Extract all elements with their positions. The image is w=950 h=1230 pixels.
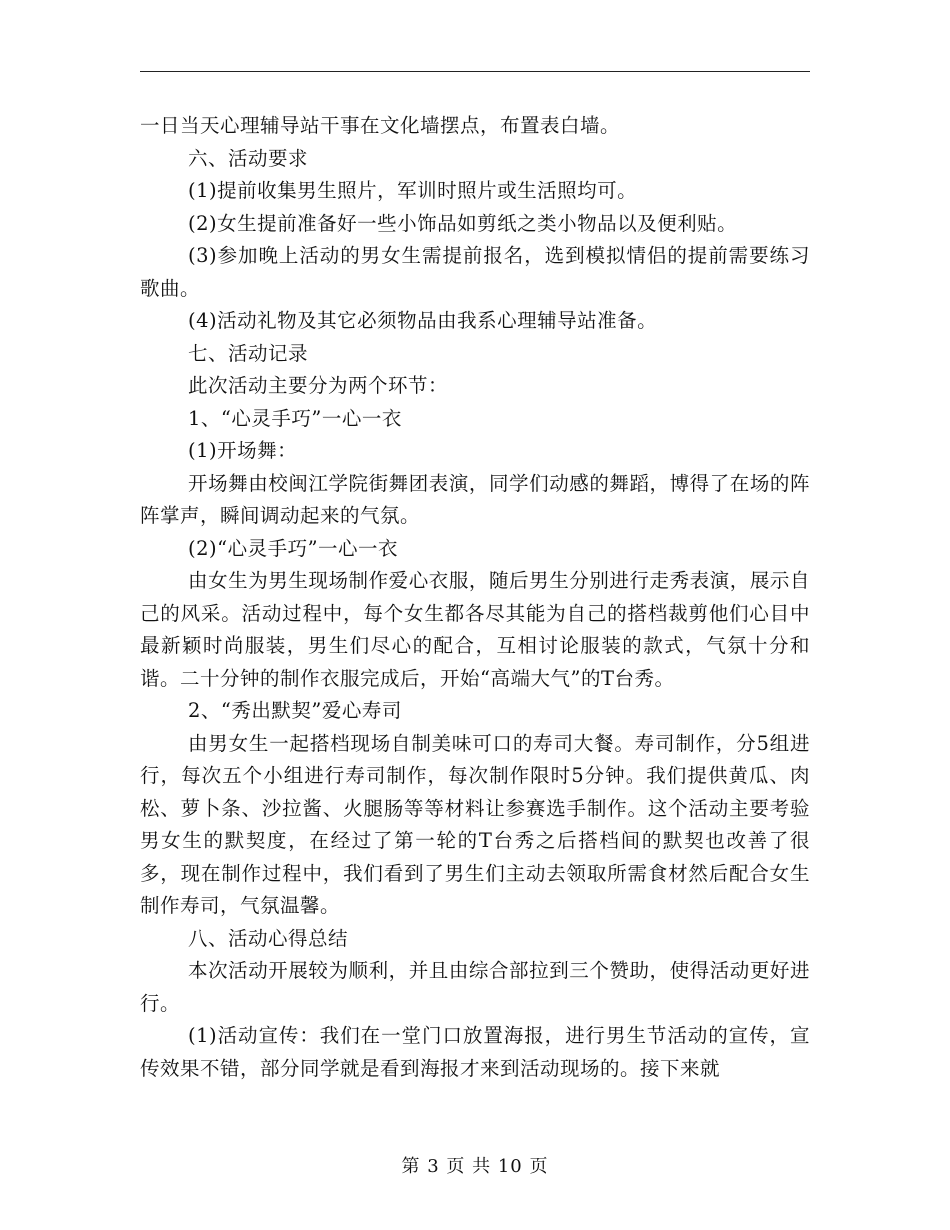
paragraph: 此次活动主要分为两个环节： xyxy=(188,374,449,397)
paragraph: (1)活动宣传：我们在一堂门口放置海报，进行男生节活动的宣传，宣传效果不错，部分同学就是看到海报才来到活动现场的。接下来就 xyxy=(140,1024,810,1080)
paragraph: 由女生为男生现场制作爱心衣服，随后男生分别进行走秀表演，展示自己的风采。活动过程中，每个女生都各尽其能为自己的搭档裁剪他们心目中最新颖时尚服装，男生们尽心的配合，互相讨论服装的款式，气氛十分和谐。二十分钟的制作衣服完成后，开始“高端大气”的T台秀。 xyxy=(140,569,810,690)
paragraph: (2)女生提前准备好一些小饰品如剪纸之类小物品以及便利贴。 xyxy=(188,211,738,235)
paragraph: 2、“秀出默契”爱心寿司 xyxy=(188,699,402,722)
page-number-label: 第 3 页 共 10 页 xyxy=(401,1156,549,1177)
page-footer xyxy=(0,1152,950,1178)
paragraph: 开场舞由校闽江学院街舞团表演，同学们动感的舞蹈，博得了在场的阵阵掌声，瞬间调动起来的气氛。 xyxy=(140,471,810,527)
paragraph: (1)提前收集男生照片，军训时照片或生活照均可。 xyxy=(188,179,638,202)
paragraph: (1)开场舞： xyxy=(188,439,298,462)
paragraph: (2)“心灵手巧”一心一衣 xyxy=(188,536,399,560)
paragraph: 六、活动要求 xyxy=(188,146,309,170)
paragraph: 由男女生一起搭档现场自制美味可口的寿司大餐。寿司制作，分5组进行，每次五个小组进行寿司制作，每次制作限时5分钟。我们提供黄瓜、肉松、萝卜条、沙拉酱、火腿肠等等材料让参赛选手制作。这个活动主要考验男女生的默契度，在经过了第一轮的T台秀之后搭档间的默契也改善了很多，现在制作过程中，我们看到了男生们主动去领取所需食材然后配合女生制作寿司，气氛温馨。 xyxy=(140,731,810,917)
paragraph: (3)参加晚上活动的男女生需提前报名，选到模拟情侣的提前需要练习歌曲。 xyxy=(140,244,810,300)
paragraph: (4)活动礼物及其它必须物品由我系心理辅导站准备。 xyxy=(188,309,658,332)
paragraph: 本次活动开展较为顺利，并且由综合部拉到三个赞助，使得活动更好进行。 xyxy=(140,959,810,1015)
document-body xyxy=(140,110,810,1085)
paragraph: 七、活动记录 xyxy=(188,341,309,365)
paragraph: 1、“心灵手巧”一心一衣 xyxy=(188,406,402,430)
paragraph: 一日当天心理辅导站干事在文化墙摆点，布置表白墙。 xyxy=(140,114,621,137)
header-rule xyxy=(140,71,810,72)
paragraph: 八、活动心得总结 xyxy=(188,926,349,950)
